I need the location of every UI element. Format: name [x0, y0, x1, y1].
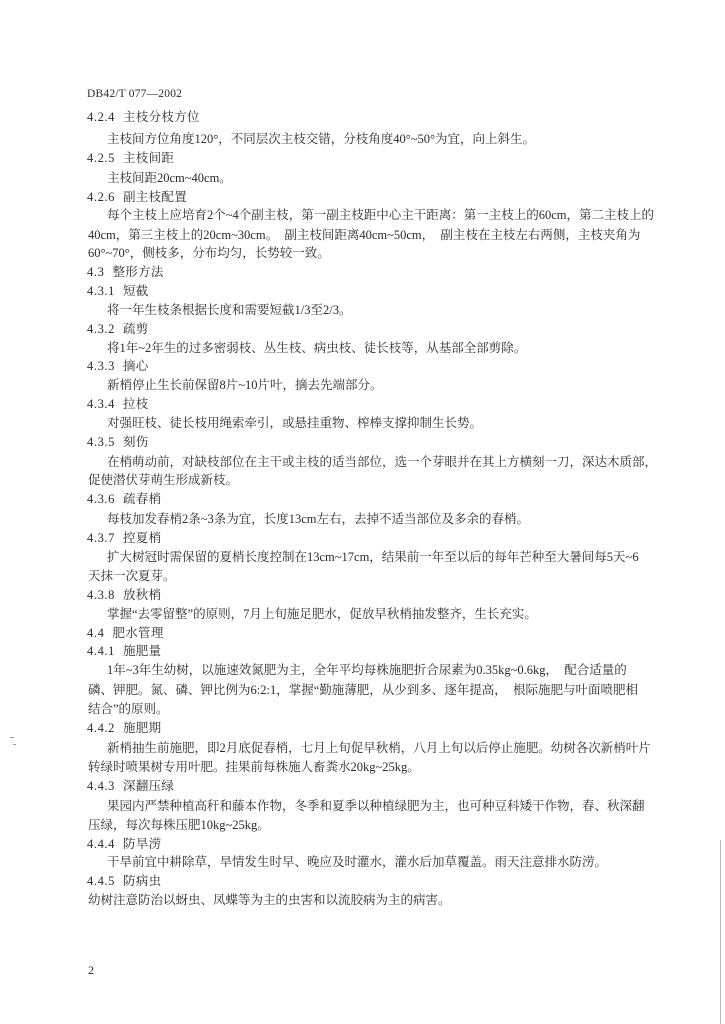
section-title: 副主枝配置: [123, 190, 188, 204]
section-heading-4-3-8: [87, 587, 161, 603]
paragraph-line: 1年~3年生幼树，以施速效氮肥为主，全年平均每株施肥折合尿素为0.35kg~0.6kg， 配合适量的: [107, 663, 627, 677]
paragraph-line: 将1年~2年生的过多密弱枝、丛生枝、病虫枝、徒长枝等，从基部全部剪除。: [107, 341, 527, 355]
section-heading-4-3-4: [87, 396, 149, 412]
paragraph-line: 每枝加发春梢2条~3条为宜，长度13cm左右，去掉不适当部位及多余的春梢。: [107, 512, 530, 526]
paragraph-line: 转绿时喷果树专用叶肥。挂果前每株施人畜粪水20kg~25kg。: [88, 760, 420, 774]
paragraph-line: 磷、钾肥。氮、磷、钾比例为6:2:1，掌握“勤施薄肥，从少到多、逐年提高， 根际施肥与叶面喷肥相: [88, 683, 638, 697]
section-heading-4-4: [87, 625, 164, 641]
section-title: 施肥期: [123, 721, 162, 735]
section-heading-4-3-6: [87, 491, 161, 507]
section-number: 4.2.5: [87, 151, 115, 165]
page-number: 2: [88, 963, 94, 977]
section-title: 主枝分枝方位: [123, 110, 200, 124]
paragraph-line: 40cm，第三主枝上的20cm~30cm。 副主枝间距离40cm~50cm， 副主枝在主枝左右两侧，主枝夹角为: [88, 228, 641, 242]
section-heading-4-4-2: [87, 720, 161, 736]
section-title: 整形方法: [112, 265, 164, 279]
section-title: 短截: [123, 284, 149, 298]
scan-edge-line: [720, 840, 721, 1024]
section-heading-4-2-4: [87, 109, 200, 125]
scan-artifact-mark: [10, 737, 14, 738]
section-title: 肥水管理: [112, 626, 164, 640]
paragraph-line: 促使潜伏芽萌生形成新枝。: [88, 473, 239, 487]
section-title: 防病虫: [123, 874, 162, 888]
section-number: 4.4.3: [87, 779, 115, 793]
section-heading-4-4-4: [87, 836, 161, 852]
section-number: 4.4: [87, 626, 105, 640]
section-title: 放秋梢: [123, 588, 162, 602]
section-heading-4-3-2: [87, 321, 149, 337]
section-heading-4-4-3: [87, 778, 174, 794]
paragraph-line: 扩大树冠时需保留的夏梢长度控制在13cm~17cm，结果前一年至以后的每年芒种至大暑间每5天~6: [107, 550, 639, 564]
section-number: 4.3.4: [87, 397, 115, 411]
section-heading-4-2-5: [87, 150, 174, 166]
paragraph-line: 压绿，每次每株压肥10kg~25kg。: [88, 818, 270, 832]
section-number: 4.3.2: [87, 322, 115, 336]
section-number: 4.3.1: [87, 284, 115, 298]
section-title: 施肥量: [123, 644, 162, 658]
section-heading-4-3-3: [87, 358, 149, 374]
section-title: 深翻压绿: [123, 779, 175, 793]
section-title: 防旱涝: [123, 837, 162, 851]
section-heading-4-2-6: [87, 189, 187, 205]
section-number: 4.2.4: [87, 110, 115, 124]
paragraph-line: 新梢抽生前施肥，即2月底促春梢，七月上旬促早秋梢，八月上旬以后停止施肥。幼树各次新梢叶片: [107, 741, 651, 755]
section-heading-4-4-5: [87, 873, 161, 889]
paragraph-line: 天抹一次夏芽。: [88, 569, 176, 583]
section-number: 4.3.6: [87, 492, 115, 506]
scan-artifact-mark: [13, 744, 16, 745]
paragraph-line: 在梢萌动前，对缺枝部位在主干或主枝的适当部位，选一个芽眼并在其上方横刻一刀，深达木质部，: [107, 455, 658, 469]
section-title: 主枝间距: [123, 151, 175, 165]
section-number: 4.4.1: [87, 644, 115, 658]
paragraph-line: 新梢停止生长前保留8片~10片叶，摘去先端部分。: [107, 378, 383, 392]
section-number: 4.3.8: [87, 588, 115, 602]
paragraph-line: 每个主枝上应培育2个~4个副主枝，第一副主枝距中心主干距离：第一主枝上的60cm，第二主枝上的: [107, 208, 655, 222]
section-heading-4-3-5: [87, 434, 149, 450]
section-title: 摘心: [123, 359, 149, 373]
section-number: 4.4.2: [87, 721, 115, 735]
paragraph-line: 60°~70°，侧枝多，分布均匀，长势较一致。: [88, 246, 330, 260]
section-heading-4-4-1: [87, 643, 161, 659]
section-number: 4.2.6: [87, 190, 115, 204]
paragraph-line: 掌握“去零留整”的原则，7月上旬施足肥水，促放早秋梢抽发整齐，生长充实。: [107, 607, 537, 621]
section-number: 4.4.4: [87, 837, 115, 851]
document-code-header: DB42/T 077—2002: [87, 88, 183, 100]
paragraph-line: 将一年生枝条根据长度和需要短截1/3至2/3。: [107, 303, 352, 317]
paragraph-line: 主枝间距20cm~40cm。: [107, 171, 232, 185]
section-number: 4.3.7: [87, 531, 115, 545]
section-number: 4.3: [87, 265, 105, 279]
paragraph-line: 幼树注意防治以蚜虫、凤蝶等为主的虫害和以流胶病为主的病害。: [88, 893, 451, 907]
section-heading-4-3: [87, 264, 164, 280]
section-title: 控夏梢: [123, 531, 162, 545]
paragraph-line: 主枝间方位角度120°，不同层次主枝交错，分枝角度40°~50°为宜，向上斜生。: [107, 132, 536, 146]
paragraph-line: 果园内严禁种植高秆和藤本作物，冬季和夏季以种植绿肥为主，也可种豆科矮干作物，春、秋深翻: [107, 799, 645, 813]
paragraph-line: 干旱前宜中耕除草，旱情发生时早、晚应及时灌水，灌水后加草覆盖。雨天注意排水防涝。: [107, 855, 608, 869]
section-heading-4-3-7: [87, 530, 161, 546]
section-heading-4-3-1: [87, 283, 149, 299]
paragraph-line: 对强旺枝、徒长枝用绳索牵引，或悬挂重物、榨棒支撑抑制生长势。: [107, 416, 483, 430]
section-number: 4.3.3: [87, 359, 115, 373]
section-number: 4.3.5: [87, 435, 115, 449]
section-title: 疏春梢: [123, 492, 162, 506]
section-number: 4.4.5: [87, 874, 115, 888]
section-title: 拉枝: [123, 397, 149, 411]
section-title: 疏剪: [123, 322, 149, 336]
section-title: 刻伤: [123, 435, 149, 449]
paragraph-line: 结合”的原则。: [88, 702, 169, 716]
